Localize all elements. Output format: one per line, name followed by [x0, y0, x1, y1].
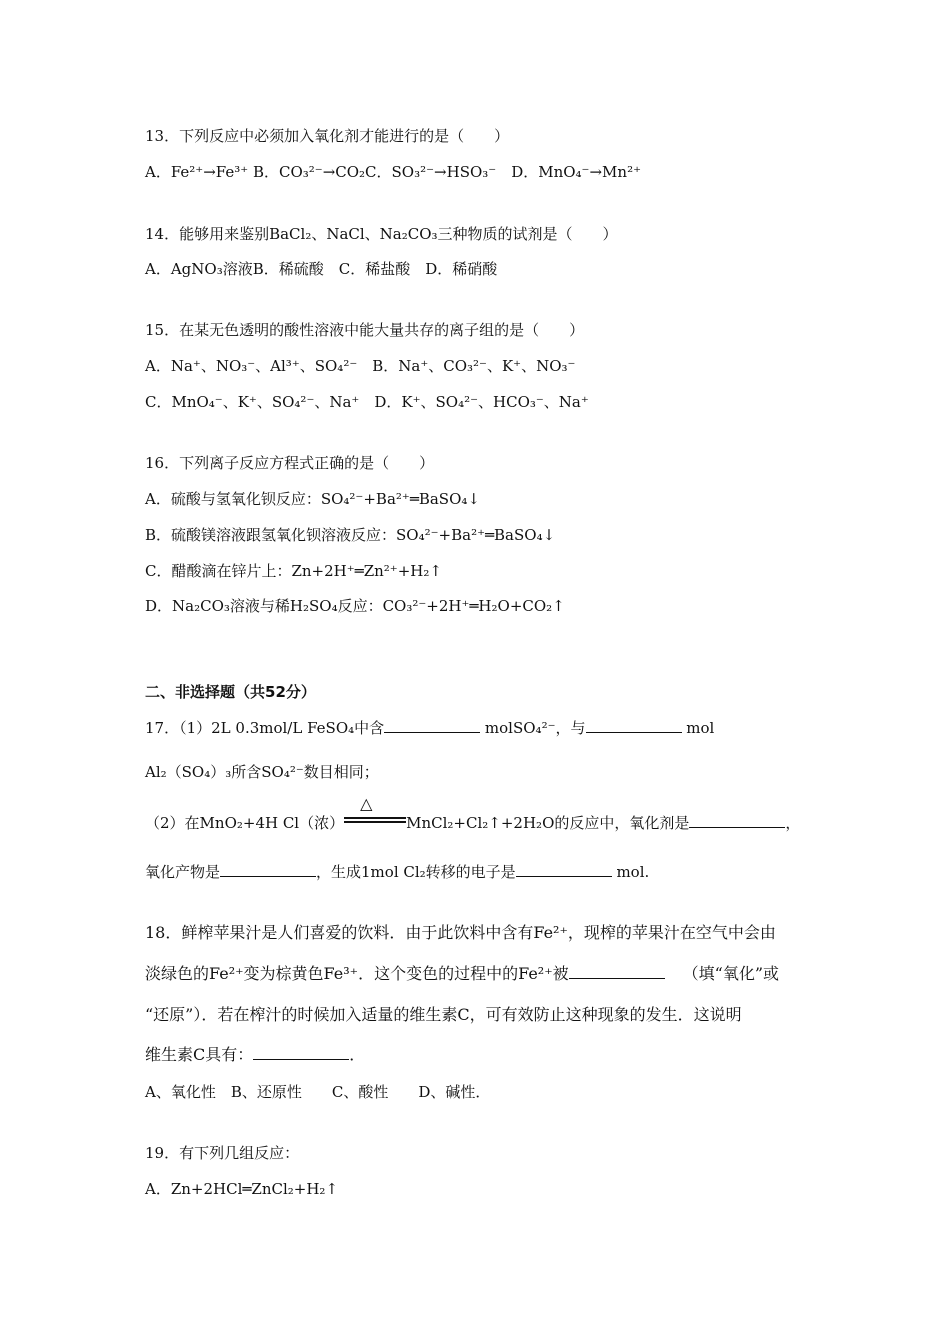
q16-stem: 16．下列离子反应方程式正确的是（ ） — [145, 454, 435, 472]
q15-option-ab: A．Na⁺、NO₃⁻、Al³⁺、SO₄²⁻ B．Na⁺、CO₃²⁻、K⁺、NO₃⁻ — [145, 357, 576, 375]
q18-options: A、氧化性 B、还原性 C、酸性 D、碱性． — [145, 1083, 491, 1101]
q17-part2-line1 — [145, 794, 801, 833]
q18-line4 — [145, 1045, 365, 1065]
q15-stem: 15．在某无色透明的酸性溶液中能大量共存的离子组的是（ ） — [145, 321, 585, 339]
q17-blank-3[interactable] — [689, 813, 785, 828]
q17-p2-text-a: （2）在MnO₂+4H Cl（浓） — [145, 814, 345, 832]
q17-p2-line2-b: ，生成1mol Cl₂转移的电子是 — [316, 863, 516, 881]
q17-p1-text-a: 17．（1）2L 0.3mol/L FeSO₄中含 — [145, 719, 385, 737]
q17-blank-4[interactable] — [220, 862, 316, 877]
q18-blank-2[interactable] — [253, 1045, 349, 1060]
q17-part2-line2 — [145, 862, 649, 882]
q18-line2-a: 淡绿色的Fe²⁺变为棕黄色Fe³⁺．这个变色的过程中的Fe²⁺被 — [145, 964, 569, 983]
q16-option-a: A．硫酸与氢氧化钡反应：SO₄²⁻+Ba²⁺═BaSO₄↓ — [145, 490, 480, 508]
heat-triangle-icon: △ — [360, 794, 373, 813]
q15-option-cd: C．MnO₄⁻、K⁺、SO₄²⁻、Na⁺ D．K⁺、SO₄²⁻、HCO₃⁻、Na⁺ — [145, 393, 589, 411]
q17-blank-5[interactable] — [516, 862, 612, 877]
q14-stem: 14．能够用来鉴别BaCl₂、NaCl、Na₂CO₃三种物质的试剂是（ ） — [145, 225, 618, 243]
q17-p2-text-b: MnCl₂+Cl₂↑+2H₂O的反应中，氧化剂是 — [406, 814, 690, 832]
heating-equals-sign — [344, 794, 406, 828]
q16-option-b: B．硫酸镁溶液跟氢氧化钡溶液反应：SO₄²⁻+Ba²⁺═BaSO₄↓ — [145, 526, 556, 544]
q18-line2-b: （填“氧化”或 — [682, 964, 780, 983]
q13-stem: 13．下列反应中必须加入氧化剂才能进行的是（ ） — [145, 127, 510, 145]
q18-line1: 18．鲜榨苹果汁是人们喜爱的饮料．由于此饮料中含有Fe²⁺，现榨的苹果汁在空气中会由 — [145, 923, 776, 942]
section-title: 二、非选择题（共52分） — [145, 683, 316, 701]
q16-option-d: D．Na₂CO₃溶液与稀H₂SO₄反应：CO₃²⁻+2H⁺═H₂O+CO₂↑ — [145, 597, 565, 615]
q18-line4-a: 维生素C具有： — [145, 1045, 254, 1064]
q17-p2-line2-c: mol. — [611, 863, 650, 881]
q17-blank-1[interactable] — [384, 718, 480, 733]
q17-p1-text-c: mol — [681, 719, 715, 737]
q17-p2-line2-a: 氧化产物是 — [145, 863, 221, 881]
q17-p1-text-b: molSO₄²⁻，与 — [480, 719, 586, 737]
q13-options: A．Fe²⁺→Fe³⁺ B．CO₃²⁻→CO₂C．SO₃²⁻→HSO₃⁻ D．MnO₄⁻→Mn²⁺ — [145, 163, 641, 181]
q17-blank-2[interactable] — [586, 718, 682, 733]
q19-option-a: A．Zn+2HCl═ZnCl₂+H₂↑ — [145, 1180, 339, 1198]
q18-line4-b: ． — [349, 1045, 366, 1064]
q17-part1-line2: Al₂（SO₄）₃所含SO₄²⁻数目相同； — [145, 763, 379, 781]
q17-part1-line1 — [145, 718, 714, 738]
q18-line2 — [145, 964, 779, 984]
q17-p2-text-c: ， — [785, 814, 801, 832]
q16-option-c: C．醋酸滴在锌片上：Zn+2H⁺═Zn²⁺+H₂↑ — [145, 562, 442, 580]
q18-blank-1[interactable] — [569, 964, 665, 979]
q19-stem: 19．有下列几组反应： — [145, 1144, 300, 1162]
q14-options: A．AgNO₃溶液B．稀硫酸 C．稀盐酸 D．稀硝酸 — [145, 260, 498, 278]
q18-line3: “还原”）．若在榨汁的时候加入适量的维生素C，可有效防止这种现象的发生．这说明 — [145, 1005, 742, 1024]
